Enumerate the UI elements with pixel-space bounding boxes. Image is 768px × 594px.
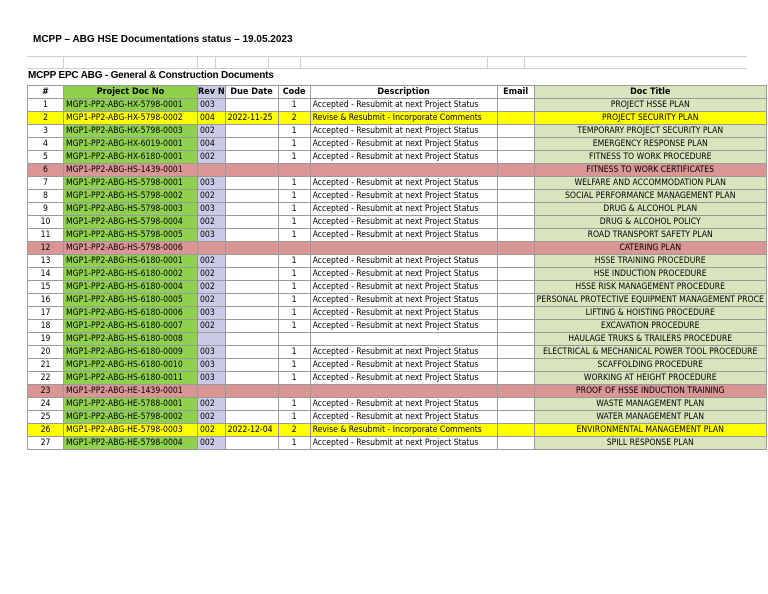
row-number-cell: 9 — [28, 203, 64, 216]
doc-title-cell: EXCAVATION PROCEDURE — [534, 320, 766, 333]
description-cell: Accepted - Resubmit at next Project Status — [310, 411, 497, 424]
blank-spreadsheet-row — [27, 56, 747, 69]
status-code-cell: 1 — [278, 99, 310, 112]
doc-title-cell: HSSE TRAINING PROCEDURE — [534, 255, 766, 268]
email-cell — [497, 216, 534, 229]
table-row — [28, 385, 767, 398]
due-date-cell — [225, 333, 278, 346]
table-row — [28, 411, 767, 424]
row-number-cell: 23 — [28, 385, 64, 398]
table-row — [28, 424, 767, 437]
doc-title-cell: SOCIAL PERFORMANCE MANAGEMENT PLAN — [534, 190, 766, 203]
table-row — [28, 320, 767, 333]
email-cell — [497, 346, 534, 359]
description-cell: Accepted - Resubmit at next Project Status — [310, 125, 497, 138]
col-header-email: Email — [497, 86, 534, 99]
due-date-cell — [225, 242, 278, 255]
status-code-cell — [278, 242, 310, 255]
doc-title-cell: FITNESS TO WORK CERTIFICATES — [534, 164, 766, 177]
doc-title-cell: LIFTING & HOISTING PROCEDURE — [534, 307, 766, 320]
email-cell — [497, 229, 534, 242]
project-doc-no-cell: MGP1-PP2-ABG-HS-6180-0009 — [64, 346, 198, 359]
table-header-row — [28, 86, 767, 99]
revision-cell: 004 — [198, 112, 226, 125]
col-header-doc-title: Doc Title — [534, 86, 766, 99]
email-cell — [497, 99, 534, 112]
status-code-cell: 1 — [278, 437, 310, 450]
project-doc-no-cell: MGP1-PP2-ABG-HS-6180-0004 — [64, 281, 198, 294]
email-cell — [497, 190, 534, 203]
status-code-cell: 1 — [278, 307, 310, 320]
email-cell — [497, 307, 534, 320]
doc-title-cell: SCAFFOLDING PROCEDURE — [534, 359, 766, 372]
description-cell: Accepted - Resubmit at next Project Status — [310, 268, 497, 281]
doc-title-cell: WORKING AT HEIGHT PROCEDURE — [534, 372, 766, 385]
due-date-cell — [225, 385, 278, 398]
project-doc-no-cell: MGP1-PP2-ABG-HE-1439-0001 — [64, 385, 198, 398]
col-header-code: Code — [278, 86, 310, 99]
table-row — [28, 294, 767, 307]
due-date-cell — [225, 229, 278, 242]
status-code-cell: 1 — [278, 216, 310, 229]
description-cell: Accepted - Resubmit at next Project Status — [310, 294, 497, 307]
doc-title-cell: ELECTRICAL & MECHANICAL POWER TOOL PROCEDURE — [534, 346, 766, 359]
description-cell: Accepted - Resubmit at next Project Status — [310, 307, 497, 320]
col-header-number: # — [28, 86, 64, 99]
status-code-cell: 1 — [278, 281, 310, 294]
description-cell: Accepted - Resubmit at next Project Status — [310, 99, 497, 112]
due-date-cell — [225, 216, 278, 229]
revision-cell: 003 — [198, 372, 226, 385]
status-code-cell: 1 — [278, 229, 310, 242]
revision-cell: 002 — [198, 320, 226, 333]
email-cell — [497, 385, 534, 398]
section-heading: MCPP EPC ABG - General & Construction Documents — [28, 70, 274, 81]
description-cell: Revise & Resubmit - Incorporate Comments — [310, 424, 497, 437]
status-code-cell — [278, 164, 310, 177]
due-date-cell — [225, 346, 278, 359]
email-cell — [497, 268, 534, 281]
revision-cell: 002 — [198, 437, 226, 450]
row-number-cell: 6 — [28, 164, 64, 177]
description-cell — [310, 385, 497, 398]
project-doc-no-cell: MGP1-PP2-ABG-HS-6180-0008 — [64, 333, 198, 346]
doc-title-cell: TEMPORARY PROJECT SECURITY PLAN — [534, 125, 766, 138]
status-code-cell: 1 — [278, 346, 310, 359]
doc-title-cell: DRUG & ALCOHOL PLAN — [534, 203, 766, 216]
status-code-cell: 1 — [278, 151, 310, 164]
project-doc-no-cell: MGP1-PP2-ABG-HS-1439-0001 — [64, 164, 198, 177]
revision-cell: 003 — [198, 177, 226, 190]
due-date-cell — [225, 359, 278, 372]
email-cell — [497, 151, 534, 164]
due-date-cell — [225, 125, 278, 138]
status-code-cell: 1 — [278, 190, 310, 203]
project-doc-no-cell: MGP1-PP2-ABG-HE-5798-0003 — [64, 424, 198, 437]
status-code-cell: 1 — [278, 320, 310, 333]
table-row — [28, 281, 767, 294]
row-number-cell: 25 — [28, 411, 64, 424]
revision-cell: 002 — [198, 190, 226, 203]
status-code-cell: 1 — [278, 255, 310, 268]
doc-title-cell: FITNESS TO WORK PROCEDURE — [534, 151, 766, 164]
email-cell — [497, 411, 534, 424]
status-code-cell: 1 — [278, 372, 310, 385]
table-row — [28, 190, 767, 203]
doc-title-cell: WATER MANAGEMENT PLAN — [534, 411, 766, 424]
description-cell: Accepted - Resubmit at next Project Status — [310, 255, 497, 268]
project-doc-no-cell: MGP1-PP2-ABG-HX-5798-0001 — [64, 99, 198, 112]
col-header-rev: Rev N — [198, 86, 225, 97]
table-row — [28, 333, 767, 346]
row-number-cell: 16 — [28, 294, 64, 307]
revision-cell: 002 — [198, 125, 226, 138]
revision-cell: 002 — [198, 281, 226, 294]
table-row — [28, 229, 767, 242]
row-number-cell: 7 — [28, 177, 64, 190]
project-doc-no-cell: MGP1-PP2-ABG-HS-6180-0007 — [64, 320, 198, 333]
project-doc-no-cell: MGP1-PP2-ABG-HS-5798-0002 — [64, 190, 198, 203]
due-date-cell — [225, 372, 278, 385]
email-cell — [497, 203, 534, 216]
page-title: MCPP – ABG HSE Documentations status – 19.05.2023 — [33, 34, 293, 45]
due-date-cell — [225, 177, 278, 190]
description-cell — [310, 242, 497, 255]
revision-cell — [198, 333, 226, 346]
revision-cell: 004 — [198, 138, 226, 151]
due-date-cell — [225, 281, 278, 294]
description-cell: Accepted - Resubmit at next Project Status — [310, 138, 497, 151]
col-header-due-date: Due Date — [225, 86, 278, 99]
email-cell — [497, 424, 534, 437]
description-cell: Accepted - Resubmit at next Project Status — [310, 359, 497, 372]
doc-title-cell: ROAD TRANSPORT SAFETY PLAN — [534, 229, 766, 242]
project-doc-no-cell: MGP1-PP2-ABG-HS-5798-0006 — [64, 242, 198, 255]
revision-cell: 002 — [198, 398, 226, 411]
revision-cell: 002 — [198, 216, 226, 229]
doc-title-cell: SPILL RESPONSE PLAN — [534, 437, 766, 450]
doc-title-cell: HSSE RISK MANAGEMENT PROCEDURE — [534, 281, 766, 294]
revision-cell: 003 — [198, 99, 226, 112]
row-number-cell: 10 — [28, 216, 64, 229]
description-cell: Accepted - Resubmit at next Project Status — [310, 398, 497, 411]
project-doc-no-cell: MGP1-PP2-ABG-HS-5798-0001 — [64, 177, 198, 190]
doc-title-cell: WELFARE AND ACCOMMODATION PLAN — [534, 177, 766, 190]
table-row — [28, 398, 767, 411]
table-row — [28, 112, 767, 125]
doc-title-cell: PROOF OF HSSE INDUCTION TRAINING — [534, 385, 766, 398]
doc-title-cell: CATERING PLAN — [534, 242, 766, 255]
status-code-cell — [278, 333, 310, 346]
revision-cell — [198, 242, 226, 255]
table-row — [28, 255, 767, 268]
table-row — [28, 242, 767, 255]
row-number-cell: 18 — [28, 320, 64, 333]
row-number-cell: 11 — [28, 229, 64, 242]
doc-title-cell: EMERGENCY RESPONSE PLAN — [534, 138, 766, 151]
description-cell: Accepted - Resubmit at next Project Status — [310, 437, 497, 450]
due-date-cell — [225, 268, 278, 281]
status-code-cell: 1 — [278, 203, 310, 216]
table-row — [28, 307, 767, 320]
row-number-cell: 17 — [28, 307, 64, 320]
email-cell — [497, 320, 534, 333]
row-number-cell: 4 — [28, 138, 64, 151]
revision-cell: 002 — [198, 294, 226, 307]
project-doc-no-cell: MGP1-PP2-ABG-HE-5798-0004 — [64, 437, 198, 450]
row-number-cell: 19 — [28, 333, 64, 346]
row-number-cell: 24 — [28, 398, 64, 411]
email-cell — [497, 359, 534, 372]
doc-title-cell: PROJECT HSSE PLAN — [534, 99, 766, 112]
revision-cell: 003 — [198, 229, 226, 242]
doc-title-cell: HAULAGE TRUKS & TRAILERS PROCEDURE — [534, 333, 766, 346]
project-doc-no-cell: MGP1-PP2-ABG-HE-5798-0002 — [64, 411, 198, 424]
description-cell: Accepted - Resubmit at next Project Status — [310, 177, 497, 190]
row-number-cell: 1 — [28, 99, 64, 112]
project-doc-no-cell: MGP1-PP2-ABG-HS-6180-0002 — [64, 268, 198, 281]
row-number-cell: 8 — [28, 190, 64, 203]
documents-table — [27, 85, 767, 450]
email-cell — [497, 372, 534, 385]
doc-title-cell: WASTE MANAGEMENT PLAN — [534, 398, 766, 411]
row-number-cell: 3 — [28, 125, 64, 138]
description-cell: Accepted - Resubmit at next Project Status — [310, 320, 497, 333]
revision-cell: 002 — [198, 268, 226, 281]
email-cell — [497, 138, 534, 151]
status-code-cell — [278, 385, 310, 398]
project-doc-no-cell: MGP1-PP2-ABG-HX-6180-0001 — [64, 151, 198, 164]
table-row — [28, 372, 767, 385]
table-row — [28, 437, 767, 450]
status-code-cell: 1 — [278, 125, 310, 138]
email-cell — [497, 398, 534, 411]
due-date-cell — [225, 203, 278, 216]
revision-cell: 002 — [198, 411, 226, 424]
due-date-cell — [225, 411, 278, 424]
table-row — [28, 359, 767, 372]
col-header-project-doc-no: Project Doc No — [64, 86, 198, 99]
due-date-cell — [225, 99, 278, 112]
table-row — [28, 125, 767, 138]
description-cell — [310, 333, 497, 346]
due-date-cell: 2022-12-04 — [225, 424, 278, 437]
revision-cell: 002 — [198, 151, 226, 164]
doc-title-cell: ENVIRONMENTAL MANAGEMENT PLAN — [534, 424, 766, 437]
project-doc-no-cell: MGP1-PP2-ABG-HX-6019-0001 — [64, 138, 198, 151]
revision-cell — [198, 385, 226, 398]
status-code-cell: 1 — [278, 268, 310, 281]
row-number-cell: 21 — [28, 359, 64, 372]
email-cell — [497, 281, 534, 294]
due-date-cell — [225, 190, 278, 203]
project-doc-no-cell: MGP1-PP2-ABG-HE-5788-0001 — [64, 398, 198, 411]
row-number-cell: 13 — [28, 255, 64, 268]
due-date-cell — [225, 138, 278, 151]
table-row — [28, 203, 767, 216]
email-cell — [497, 164, 534, 177]
due-date-cell — [225, 294, 278, 307]
description-cell: Accepted - Resubmit at next Project Status — [310, 229, 497, 242]
doc-title-cell: HSE INDUCTION PROCEDURE — [534, 268, 766, 281]
due-date-cell — [225, 151, 278, 164]
email-cell — [497, 125, 534, 138]
table-row — [28, 151, 767, 164]
status-code-cell: 1 — [278, 294, 310, 307]
project-doc-no-cell: MGP1-PP2-ABG-HS-6180-0010 — [64, 359, 198, 372]
due-date-cell — [225, 307, 278, 320]
due-date-cell: 2022-11-25 — [225, 112, 278, 125]
table-row — [28, 164, 767, 177]
doc-title-cell: DRUG & ALCOHOL POLICY — [534, 216, 766, 229]
email-cell — [497, 255, 534, 268]
revision-cell: 002 — [198, 424, 226, 437]
status-code-cell: 1 — [278, 177, 310, 190]
project-doc-no-cell: MGP1-PP2-ABG-HS-6180-0006 — [64, 307, 198, 320]
row-number-cell: 5 — [28, 151, 64, 164]
project-doc-no-cell: MGP1-PP2-ABG-HS-5798-0004 — [64, 216, 198, 229]
description-cell — [310, 164, 497, 177]
row-number-cell: 20 — [28, 346, 64, 359]
project-doc-no-cell: MGP1-PP2-ABG-HS-5798-0003 — [64, 203, 198, 216]
description-cell: Accepted - Resubmit at next Project Status — [310, 281, 497, 294]
doc-title-cell: PERSONAL PROTECTIVE EQUIPMENT MANAGEMENT PROCE — [534, 294, 766, 307]
table-row — [28, 138, 767, 151]
due-date-cell — [225, 320, 278, 333]
row-number-cell: 14 — [28, 268, 64, 281]
description-cell: Accepted - Resubmit at next Project Status — [310, 151, 497, 164]
revision-cell: 002 — [198, 255, 226, 268]
project-doc-no-cell: MGP1-PP2-ABG-HX-5798-0003 — [64, 125, 198, 138]
status-code-cell: 2 — [278, 424, 310, 437]
due-date-cell — [225, 255, 278, 268]
description-cell: Accepted - Resubmit at next Project Status — [310, 372, 497, 385]
col-header-description: Description — [310, 86, 497, 99]
project-doc-no-cell: MGP1-PP2-ABG-HS-6180-0011 — [64, 372, 198, 385]
revision-cell: 003 — [198, 346, 226, 359]
project-doc-no-cell: MGP1-PP2-ABG-HX-5798-0002 — [64, 112, 198, 125]
table-row — [28, 268, 767, 281]
row-number-cell: 22 — [28, 372, 64, 385]
description-cell: Accepted - Resubmit at next Project Status — [310, 203, 497, 216]
email-cell — [497, 294, 534, 307]
status-code-cell: 1 — [278, 398, 310, 411]
table-row — [28, 99, 767, 112]
due-date-cell — [225, 437, 278, 450]
status-code-cell: 1 — [278, 411, 310, 424]
revision-cell: 003 — [198, 307, 226, 320]
doc-title-cell: PROJECT SECURITY PLAN — [534, 112, 766, 125]
row-number-cell: 27 — [28, 437, 64, 450]
email-cell — [497, 177, 534, 190]
project-doc-no-cell: MGP1-PP2-ABG-HS-6180-0001 — [64, 255, 198, 268]
row-number-cell: 15 — [28, 281, 64, 294]
email-cell — [497, 242, 534, 255]
email-cell — [497, 437, 534, 450]
table-row — [28, 346, 767, 359]
email-cell — [497, 333, 534, 346]
project-doc-no-cell: MGP1-PP2-ABG-HS-6180-0005 — [64, 294, 198, 307]
description-cell: Accepted - Resubmit at next Project Status — [310, 346, 497, 359]
status-code-cell: 1 — [278, 138, 310, 151]
table-row — [28, 216, 767, 229]
revision-cell: 003 — [198, 203, 226, 216]
due-date-cell — [225, 164, 278, 177]
project-doc-no-cell: MGP1-PP2-ABG-HS-5798-0005 — [64, 229, 198, 242]
description-cell: Revise & Resubmit - Incorporate Comments — [310, 112, 497, 125]
email-cell — [497, 112, 534, 125]
row-number-cell: 26 — [28, 424, 64, 437]
revision-cell — [198, 164, 226, 177]
row-number-cell: 2 — [28, 112, 64, 125]
revision-cell: 003 — [198, 359, 226, 372]
status-code-cell: 2 — [278, 112, 310, 125]
description-cell: Accepted - Resubmit at next Project Status — [310, 190, 497, 203]
status-code-cell: 1 — [278, 359, 310, 372]
due-date-cell — [225, 398, 278, 411]
description-cell: Accepted - Resubmit at next Project Status — [310, 216, 497, 229]
table-row — [28, 177, 767, 190]
row-number-cell: 12 — [28, 242, 64, 255]
